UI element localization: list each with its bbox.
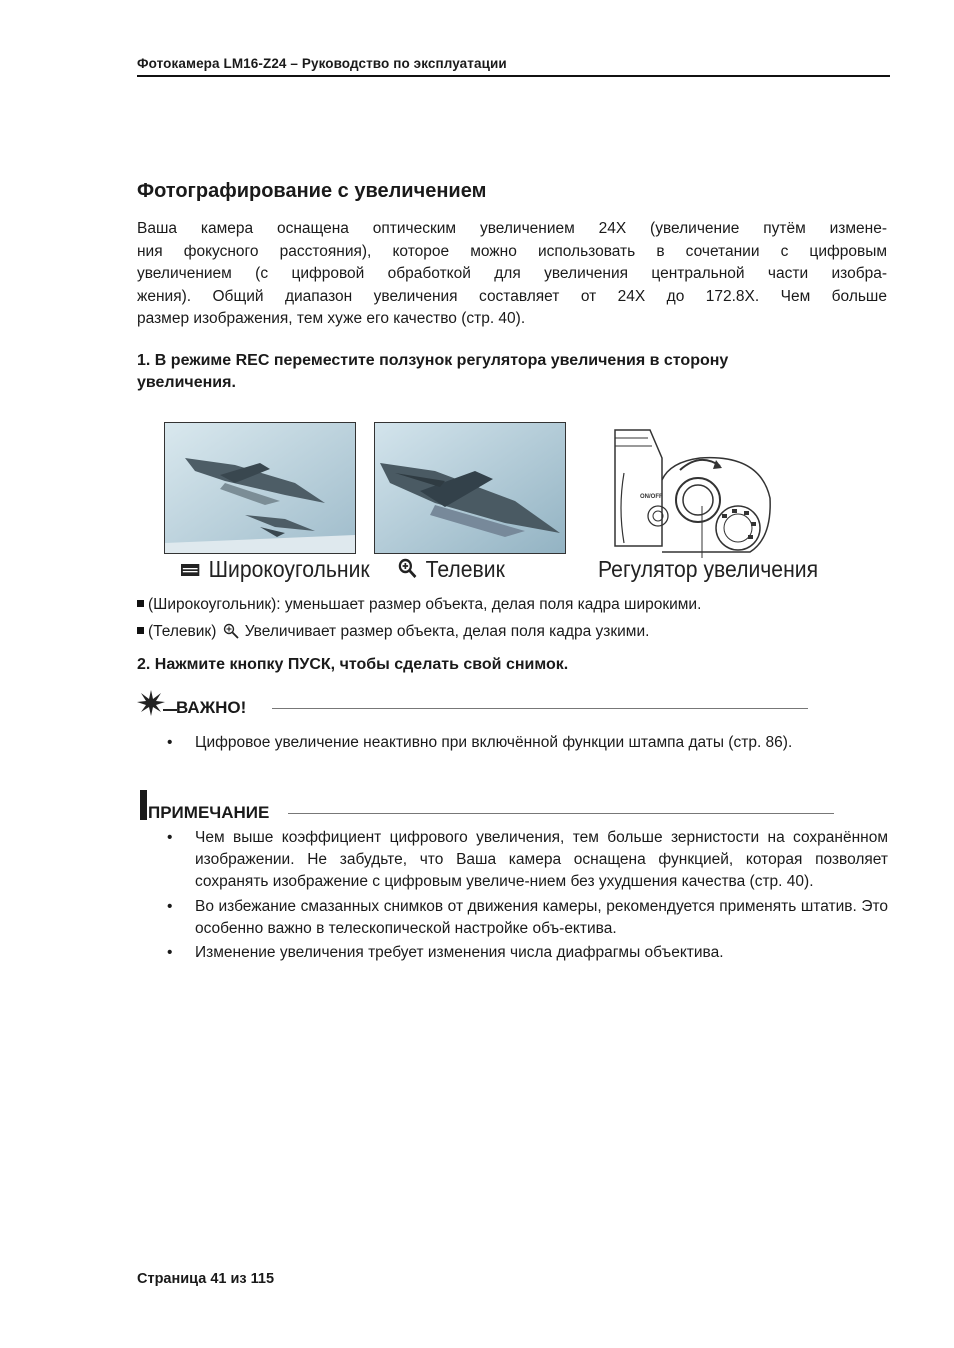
list-item xyxy=(163,942,888,964)
important-item-text: Цифровое увеличение неактивно при включённой функции штампа даты (стр. 86). xyxy=(195,734,793,751)
header-divider xyxy=(137,75,890,77)
step-1-line-1: 1. В режиме REC переместите ползунок регулятора увеличения в сторону xyxy=(137,352,729,369)
note-bar-icon xyxy=(140,790,147,820)
wide-caption xyxy=(181,556,370,584)
zoom-lever-caption: Регулятор увеличения xyxy=(598,556,819,582)
zoom-lever-illustration xyxy=(610,418,780,558)
tele-bullet-prefix: (Телевик) xyxy=(148,623,217,640)
wide-bullet-text: (Широкоугольник): уменьшает размер объекта, делая поля кадра широкими. xyxy=(148,596,702,613)
tele-caption xyxy=(398,556,505,584)
page-footer: Страница 41 из 115 xyxy=(137,1271,275,1287)
intro-line: Ваша камера оснащена оптическим увеличением 24X (увеличение путём измене- xyxy=(137,220,887,237)
intro-line: ния фокусного расстояния), которое можно использовать в сочетании с цифровым xyxy=(137,242,887,260)
intro-line: размер изображения, тем хуже его качество (стр. 40). xyxy=(137,310,526,327)
bullet-dot-icon: • xyxy=(167,944,173,962)
section-title: Фотографирование с увеличением xyxy=(137,180,487,202)
bullet-dot-icon: • xyxy=(167,897,173,915)
wide-angle-photo xyxy=(164,422,356,554)
page-header: Фотокамера LM16-Z24 – Руководство по эксплуатации xyxy=(137,56,507,71)
note-divider xyxy=(288,813,834,814)
magnifier-icon xyxy=(223,623,239,644)
list-item xyxy=(163,827,888,894)
list-item xyxy=(163,896,888,940)
bullet-dot-icon: • xyxy=(167,734,173,751)
wide-caption-text: Широкоугольник xyxy=(208,556,370,582)
bullet-dot-icon: • xyxy=(167,829,173,846)
magnifier-icon xyxy=(398,557,416,584)
telephoto-photo xyxy=(374,422,566,554)
tele-bullet xyxy=(137,623,649,644)
intro-line: увеличением (с цифровой обработкой для увеличения центральной части изобра- xyxy=(137,265,887,282)
step-1-line-2: увеличения. xyxy=(137,374,236,391)
camera-button-label: ON/OFF xyxy=(640,494,663,500)
note-item-text: Во избежание смазанных снимков от движения камеры, рекомендуется применять штатив. Это особенно важно в телескопической настройке объ-ектива. xyxy=(195,897,888,937)
important-heading: ВАЖНО! xyxy=(176,698,247,717)
tele-bullet-text: Увеличивает размер объекта, делая поля кадра узкими. xyxy=(244,623,650,640)
important-divider xyxy=(272,708,808,709)
wide-angle-icon xyxy=(181,557,199,584)
note-item-text: Чем выше коэффициент цифрового увеличения, тем больше зернистости на сохранённом изображении. Не забудьте, что Ваша камера оснащена функцией, которая позволяет сохранять изображение с цифровым увеличе-нием без ухудшения качества (стр. 40). xyxy=(195,829,888,891)
list-item xyxy=(163,732,888,754)
wide-bullet xyxy=(137,596,701,614)
note-heading: ПРИМЕЧАНИЕ xyxy=(148,803,270,822)
important-star-icon xyxy=(137,690,177,725)
important-list xyxy=(163,732,888,756)
tele-caption-text: Телевик xyxy=(425,556,505,582)
step-2: 2. Нажмите кнопку ПУСК, чтобы сделать свой снимок. xyxy=(137,656,569,673)
note-list xyxy=(163,827,888,966)
note-item-text: Изменение увеличения требует изменения числа диафрагмы объектива. xyxy=(195,944,724,962)
intro-line: жения). Общий диапазон увеличения составляет от 24X до 172.8X. Чем больше xyxy=(137,287,887,305)
intro-paragraph xyxy=(137,218,887,331)
step-1 xyxy=(137,350,887,394)
square-bullet-icon xyxy=(137,600,144,607)
square-bullet-icon xyxy=(137,627,144,634)
